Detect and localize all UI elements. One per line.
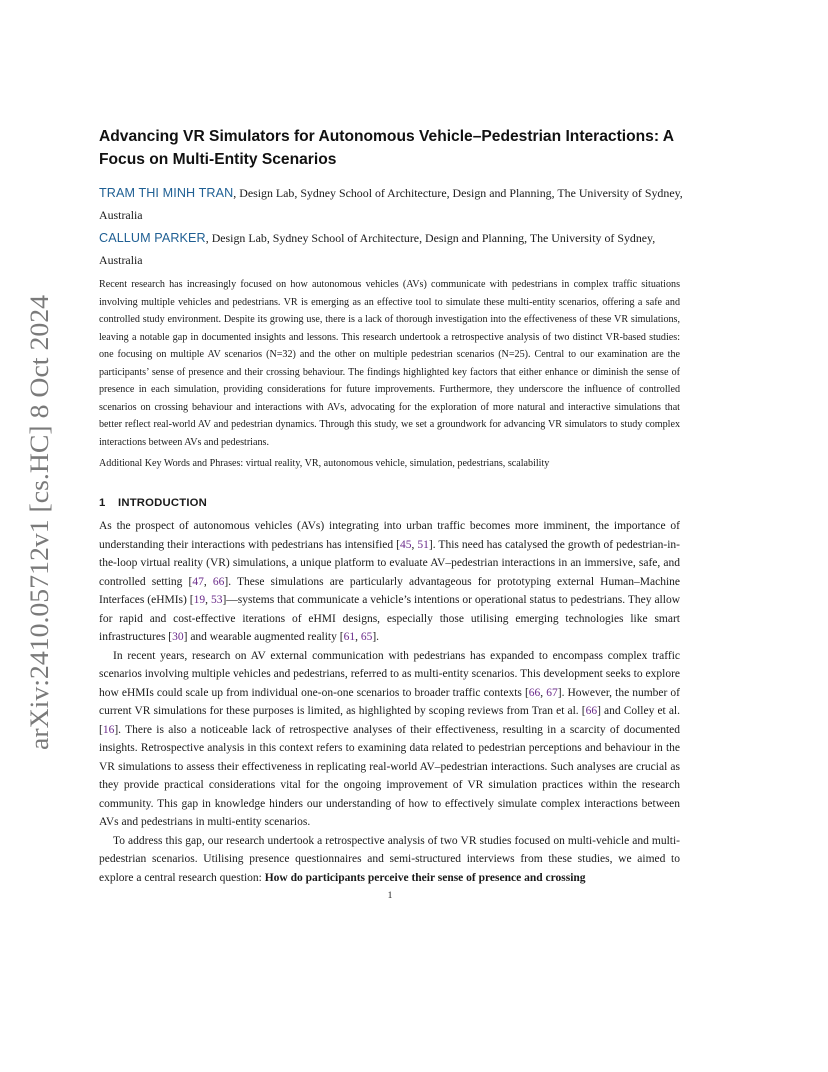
author-line bbox=[99, 182, 689, 226]
citation-link[interactable]: 61 bbox=[343, 631, 356, 643]
arxiv-watermark bbox=[14, 295, 58, 750]
citation-link[interactable]: 66 bbox=[585, 705, 598, 717]
section-number: 1 bbox=[99, 497, 106, 509]
paper-title: Advancing VR Simulators for Autonomous Vehicle–Pedestrian Interactions: A Focus on Multi-Entity Scenarios bbox=[99, 128, 674, 168]
citation-link[interactable]: 30 bbox=[172, 631, 184, 643]
author-name: CALLUM PARKER bbox=[99, 231, 206, 245]
citation-link[interactable]: 67 bbox=[546, 686, 558, 699]
body-text bbox=[99, 517, 680, 887]
author-affiliation: , Design Lab, Sydney School of Architecture, Design and Planning, The University of Sydney, Australia bbox=[99, 231, 656, 267]
citation-link[interactable]: 66 bbox=[528, 686, 541, 699]
paragraph: In recent years, research on AV external communication with pedestrians has expanded to encompass complex traffic scenarios involving multiple vehicles and pedestrians, referred to as multi-entity scenarios. This development seeks to explore how eHMIs could scale up from individual one-on-one scenarios to broader traffic contexts [66, 67]. However, the number of current VR simulations for these purposes is limited, as highlighted by scoping reviews from Tran et al. [66] and Colley et al. [16]. There is also a noticeable lack of retrospective analyses of their effectiveness, resulting in a scarcity of documented insights. Retrospective analysis in this context refers to examining data related to pedestrian perceptions and behaviour in the VR simulations to assess their effectiveness in replicating real-world AV–pedestrian interactions. Such analyses are crucial as they provide practical considerations vital for the ongoing improvement of VR simulation practices within the research community. This gap in knowledge hinders our understanding of how to effectively simulate complex interactions between AVs and pedestrians in multi-entity scenarios. bbox=[99, 649, 680, 828]
citation-link[interactable]: 45 bbox=[399, 538, 412, 551]
citation-link[interactable]: 19 bbox=[193, 594, 206, 606]
citation-link[interactable]: 66 bbox=[212, 575, 225, 588]
author-name: TRAM THI MINH TRAN bbox=[99, 186, 234, 200]
author-line bbox=[99, 227, 689, 271]
research-question: How do participants perceive their sense of presence and crossing bbox=[264, 871, 586, 884]
author-affiliation: , Design Lab, Sydney School of Architecture, Design and Planning, The University of Sydney, Australia bbox=[99, 186, 683, 222]
citation-link[interactable]: 51 bbox=[417, 538, 429, 551]
citation-link[interactable]: 16 bbox=[102, 723, 115, 736]
keywords: Additional Key Words and Phrases: virtual reality, VR, autonomous vehicle, simulation, pedestrians, scalability bbox=[99, 458, 550, 469]
abstract: Recent research has increasingly focused on how autonomous vehicles (AVs) communicate with pedestrians in complex traffic situations involving multiple vehicles and pedestrians. VR is emerging as an effective tool to simulate these multi-entity scenarios, offering a safe and controlled study environment. Despite its growing use, there is a lack of thorough investigation into the effectiveness of these VR simulations, leaving a notable gap in documented insights and lessons. This research undertook a retrospective analysis of two distinct VR-based studies: one focusing on multiple AV scenarios (N=32) and the other on multiple pedestrian scenarios (N=25). Central to our examination are the participants’ sense of presence and their crossing behaviour. The findings highlighted key factors that either enhance or diminish the sense of presence in each simulation, providing considerations for future improvements. Furthermore, they underscore the influence of controlled scenarios on crossing behaviour and interactions with AVs, advocating for the exploration of more natural and interactive simulations that better reflect real-world AV and pedestrian dynamics. Through this study, we set a groundwork for advancing VR simulators to study complex interactions between AVs and pedestrians. bbox=[99, 279, 680, 448]
paragraph: To address this gap, our research undertook a retrospective analysis of two VR studies focused on multi-vehicle and multi-pedestrian scenarios. Utilising presence questionnaires and semi-structured interviews from these studies, we aimed to explore a central research question: How do participants perceive their sense of presence and crossing bbox=[99, 834, 680, 884]
citation-link[interactable]: 47 bbox=[192, 575, 204, 588]
section-title: INTRODUCTION bbox=[118, 497, 208, 509]
paragraph: As the prospect of autonomous vehicles (AVs) integrating into urban traffic becomes more imminent, the importance of understanding their interactions with pedestrians has intensified [45, 51]. This need has catalysed the growth of pedestrian-in-the-loop virtual reality (VR) simulations, a unique platform to evaluate AV–pedestrian interactions in an immersive, safe, and controlled setting [47, 66]. These simulations are particularly advantageous for prototyping external Human–Machine Interfaces (eHMIs) [19, 53]—systems that communicate a vehicle’s intentions or operational status to pedestrians. They allow for rapid and cost-effective iterations of eHMI designs, especially those utilising emerging technologies like smart infrastructures [30] and wearable augmented reality [61, 65]. bbox=[99, 520, 680, 643]
arxiv-watermark-text: arXiv:2410.05712v1 [cs.HC] 8 Oct 2024 bbox=[25, 323, 54, 750]
citation-link[interactable]: 65 bbox=[360, 631, 373, 643]
citation-link[interactable]: 53 bbox=[210, 594, 223, 606]
section-heading bbox=[99, 495, 207, 511]
page-number: 1 bbox=[387, 891, 393, 901]
